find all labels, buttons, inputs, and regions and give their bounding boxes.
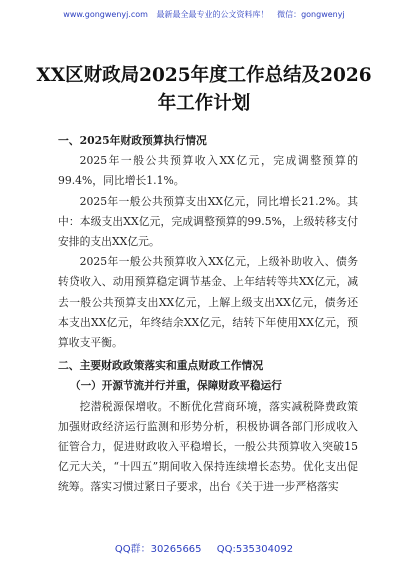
subsection-heading-revenue-expenditure: （一）开源节流并行并重，保障财政平稳运行 — [70, 380, 282, 393]
footer-qq-group: QQ群：30265665 — [114, 544, 202, 555]
document-body — [58, 128, 358, 498]
site-link[interactable]: www.gongwenyj.com — [63, 10, 148, 19]
section-heading-budget-execution: 一、2025年财政预算执行情况 — [58, 134, 207, 147]
section-heading-policy: 二、主要财政政策落实和重点财政工作情况 — [58, 359, 264, 373]
paragraph-expenditure: 2025年一般公共预算支出XX亿元，同比增长21.2%。其中：本级支出XX亿元，完成调整预算的99.5%，上级转移支付安排的支出XX亿元。 — [58, 194, 358, 249]
paragraph-revenue: 2025年一般公共预算收入XX亿元，完成调整预算的99.4%，同比增长1.1%。 — [58, 154, 358, 188]
top-banner — [0, 9, 408, 20]
paragraph-tax-sources: 挖潜税源保增收。不断优化营商环境，落实减税降费政策加强财政经济运行监测和形势分析，积极协调各部门形成收入征管合力，促进财政收入平稳增长，一般公共预算收入突破15亿元大关，“十四五”期间收入保持连续增长态势。优化支出促统筹。落实习惯过紧日子要求，出台《关于进一步严格落实 — [58, 399, 358, 494]
banner-slogan: 最新最全最专业的公文资料库！ — [156, 10, 269, 19]
paragraph-balance: 2025年一般公共预算收入XX亿元，上级补助收入、债务转贷收入、动用预算稳定调节基金、上年结转等共XX亿元，减去一般公共预算支出XX亿元，上解上级支出XX亿元，债务还本支出XX亿元，年终结余XX亿元，结转下年使用XX亿元，预算收支平衡。 — [58, 255, 358, 350]
banner-wechat: 微信：gongwenyj — [277, 10, 345, 19]
footer-qq: QQ:535304092 — [216, 544, 294, 555]
document-title: XX区财政局2025年度工作总结及2026年工作计划 — [36, 65, 372, 114]
footer — [0, 540, 408, 555]
